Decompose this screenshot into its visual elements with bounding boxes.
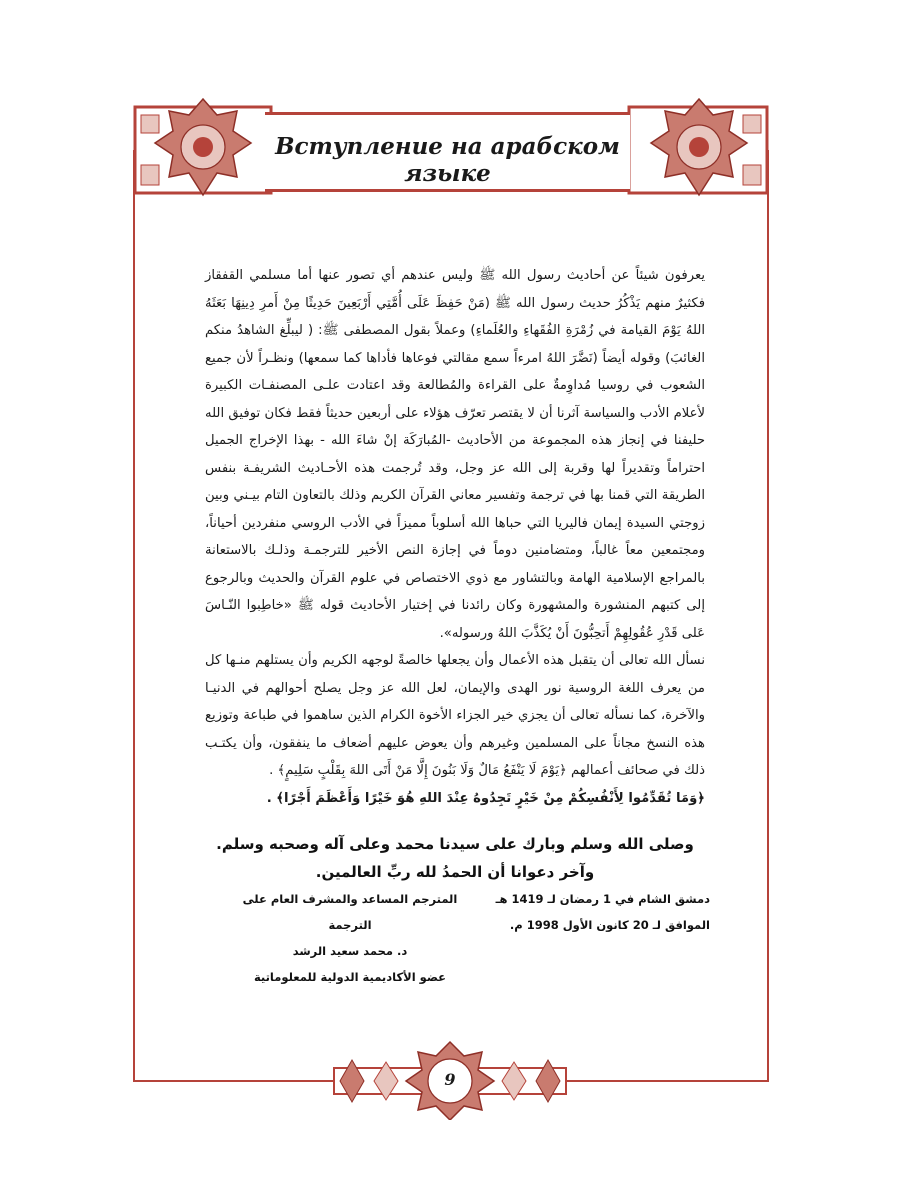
- page-number: 9: [444, 1070, 456, 1089]
- signature-title: عضو الأكاديمية الدولية للمعلوماتية: [253, 970, 447, 984]
- header-left-ornament-icon: [133, 95, 273, 205]
- frame-right-border: [767, 150, 769, 1080]
- header-banner: [265, 112, 630, 192]
- closing-prayer: [205, 830, 705, 886]
- body-paragraph: يعرفون شيئاً عن أحاديث رسول الله ﷺ وليس عندهم أي تصور عنها أما مسلمي القفقاز فكثيرٌ منهم يَذْكُرُ حديث رسول الله ﷺ (مَنْ حَفِظَ عَلَى أُمَّتِي أَرْبَعِينَ حَدِيثًا مِنْ أَمرِ دِينِهَا بَعَثَهُ اللهُ يَوْمَ القيامة في زُمْرَةِ الفُقَهاءِ والعُلَماءِ) وعملاً بقول المصطفى ﷺ: ( ليبلِّغ الشاهدُ منكم الغائبَ) وقوله أيضاً (نَضَّرَ اللهُ امرءاً سمع مقالتي فوعاها فأداها كما سمعها) ونظـراً لأن جميع الشعوب في روسيا مُداوِمةٌ على القراءة والمُطالعة وقد اعتادت علـى المصنفـات الكبيرة لأعلام الأدب والسياسة آثرنا أن لا يقتصر تعرّف هؤلاء على أربعين حديثاً فقط فكان توفيق الله حليفنا في إنجاز هذه المجموعة من الأحاديث -المُبارَكَة إنْ شاءَ الله - بهذا الإخراج الجميل احتراماً وتقديراً لها وقربة إلى الله عز وجل، وقد تُرجمت هذه الأحـاديث الشريفـة بنفس الطريقة التي قمنا بها في ترجمة وتفسير معاني القرآن الكريم وذلك بالتعاون التام بيـني وبين زوجتي السيدة إيمان فاليريا التي حباها الله أسلوباً مميزاً في الأدب الروسي منفردين أحياناً، ومجتمعين معاً غالباً، ومتضامنين دوماً في إجازة النص الأخير للترجمـة وذلـك بالاستعانة بالمراجع الإسلامية الهامة وبالتشاور مع ذوي الاختصاص في علوم القرآن والحديث وبالرجوع إلى كتبهم المنشورة والمشهورة وكان رائدنا في إختيار الأحاديث قوله ﷺ «خاطِبوا النّـاسَ عَلى قَدْرِ عُقُولِهِمْ أَتحِبُّونَ أَنْ يُكَذَّبَ اللهُ ورسوله».: [205, 268, 705, 641]
- body-text: [205, 262, 705, 812]
- closing-line: وصلى الله وسلم وبارك على سيدنا محمد وعلى آله وصحبه وسلم.: [216, 835, 694, 853]
- quran-verse: ﴿وَمَا تُقَدِّمُوا لِأَنْفُسِكُمْ مِنْ خَيْرٍ تَجِدُوهُ عِنْدَ اللهِ هُوَ خَيْرًا وَأَعْظَمَ أَجْرًا﴾ .: [266, 790, 705, 806]
- body-paragraph: نسأل الله تعالى أن يتقبل هذه الأعمال وأن يجعلها خالصةً لوجهه الكريم وأن يستلهم منـها كل من يعرف اللغة الروسية نور الهدى والإيمان، لعل الله عز وجل يصلح أحوالهم في الدنيـا والآخرة، كما نسأله تعالى أن يجزي خير الجزاء الأخوة الكرام الذين ساهموا في طباعة وتوزيع هذه النسخ مجاناً على المسلمين وغيرهم وأن يعوض عليهم أضعاف ما ينفقون، وأن يكتـب ذلك في صحائف أعمالهم ﴿يَوْمَ لَا يَنْفَعُ مَالٌ وَلَا بَنُونَ إِلَّا مَنْ أَتَى اللهَ بِقَلْبٍ سَلِيمٍ﴾ .: [205, 653, 705, 778]
- frame-left-border: [133, 150, 135, 1080]
- signature-block: [225, 886, 475, 990]
- closing-line: وآخر دعوانا أن الحمدُ لله ربِّ العالمين.: [315, 863, 595, 881]
- header-right-ornament-icon: [627, 95, 769, 205]
- page-title: Вступление на арабском языке: [275, 133, 620, 187]
- signature-role: المترجم المساعد والمشرف العام على الترجمة: [242, 892, 458, 932]
- dateline-hijri: دمشق الشام في 1 رمضان لـ 1419 هـ: [495, 892, 710, 906]
- signature-name: د. محمد سعيد الرشد: [292, 944, 408, 958]
- dateline: [495, 886, 710, 938]
- dateline-gregorian: الموافق لـ 20 كانون الأول 1998 م.: [509, 918, 710, 932]
